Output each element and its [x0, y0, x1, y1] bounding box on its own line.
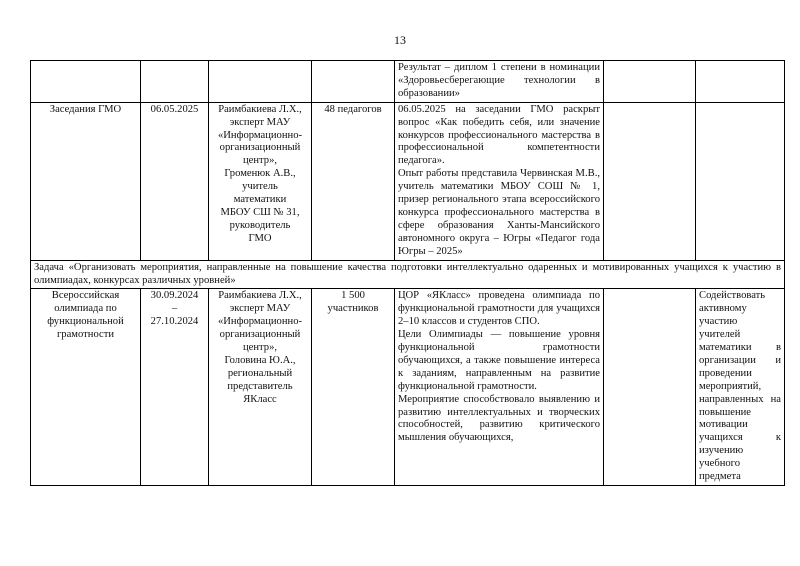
responsible-line: эксперт МАУ	[229, 303, 291, 315]
result-cell	[395, 102, 604, 260]
task-row	[31, 260, 785, 289]
responsible-line: Головина Ю.А.,	[224, 354, 296, 366]
responsible-line: региональный	[227, 367, 293, 379]
table-row	[31, 289, 785, 486]
responsible-line: Раимбакиева Л.Х.,	[218, 290, 302, 302]
responsible-cell	[209, 289, 312, 486]
table-row	[31, 102, 785, 260]
event-line: олимпиада по	[54, 303, 117, 315]
responsible-line: учитель	[242, 181, 278, 193]
result-paragraph: Опыт работы представила Червинская М.В., учитель математики МБОУ СОШ № 1, призер регионального этапа всероссийского конкурса профессионального мастерства в сфере образования Ханты-Мансийского автономного округа – Югры «Педагог года Югры – 2025»	[398, 168, 600, 257]
participants-cell	[312, 61, 395, 103]
table-row	[31, 61, 785, 103]
task-text: Задача «Организовать мероприятия, направленные на повышение качества подготовки интеллектуально одаренных и мотивированных учащихся к участию в олимпиадах, конкурсах различных уровней»	[31, 260, 785, 289]
date-cell: 06.05.2025	[141, 102, 209, 260]
responsible-line: представитель	[227, 380, 293, 392]
result-paragraph: Мероприятие способствовало выявлению и развитию интеллектуальных и творческих способностей, развитию критического мышления обучающихся,	[398, 393, 600, 444]
empty-cell	[696, 61, 785, 103]
responsible-line: Громенюк А.В.,	[224, 168, 296, 180]
responsible-line: организационный	[219, 142, 301, 154]
result-paragraph: Цели Олимпиады — повышение уровня функциональной грамотности обучающихся, а также повышение интереса к заданиям, направленным на развитие функциональной грамотности.	[398, 329, 600, 392]
result-cell	[395, 61, 604, 103]
responsible-cell	[209, 102, 312, 260]
date-line: 27.10.2024	[150, 316, 199, 328]
responsible-line: организационный	[219, 329, 301, 341]
activity-table	[30, 60, 785, 486]
date-cell	[141, 61, 209, 103]
result-paragraph: Результат – диплом 1 степени в номинации «Здоровьесберегающие технологии в образовании»	[398, 62, 600, 99]
responsible-line: руководитель	[229, 219, 291, 231]
result-paragraph: 06.05.2025 на заседании ГМО раскрыт вопрос «Как победить себя, или значение конкурсов профессионального мастерства в профессиональной компетентности педагога».	[398, 103, 600, 167]
responsible-line: МБОУ СШ № 31,	[220, 206, 300, 218]
goal-cell: Содействовать активному участию учителей математики в организации и проведении мероприятий, направленных на повышение мотивации учащихся к изучению учебного предмета	[696, 289, 785, 486]
responsible-line: ЯКласс	[243, 393, 277, 405]
responsible-line: центр»,	[242, 342, 278, 354]
page-number: 13	[394, 33, 406, 47]
date-line: –	[171, 303, 178, 315]
event-line: грамотности	[56, 329, 115, 341]
result-cell	[395, 289, 604, 486]
participants-cell: 48 педагогов	[312, 102, 395, 260]
event-line: функциональной	[47, 316, 124, 328]
event-cell	[31, 61, 141, 103]
empty-cell	[604, 61, 696, 103]
date-cell	[141, 289, 209, 486]
responsible-line: эксперт МАУ	[229, 116, 291, 128]
responsible-line: ГМО	[248, 232, 272, 244]
responsible-line: Раимбакиева Л.Х.,	[218, 103, 302, 115]
responsible-line: «Информационно-	[217, 129, 303, 141]
result-paragraph: ЦОР «ЯКласс» проведена олимпиада по функциональной грамотности для учащихся 2–10 классов и студентов СПО.	[398, 290, 600, 328]
event-cell: Заседания ГМО	[31, 102, 141, 260]
participants-cell: 1 500 участников	[312, 289, 395, 486]
date-line: 30.09.2024	[150, 290, 199, 302]
responsible-line: центр»,	[242, 155, 278, 167]
empty-cell	[696, 102, 785, 260]
event-line: Всероссийская	[51, 290, 120, 302]
responsible-line: «Информационно-	[217, 316, 303, 328]
empty-cell	[604, 102, 696, 260]
responsible-line: математики	[233, 194, 287, 206]
responsible-cell	[209, 61, 312, 103]
empty-cell	[604, 289, 696, 486]
event-cell	[31, 289, 141, 486]
